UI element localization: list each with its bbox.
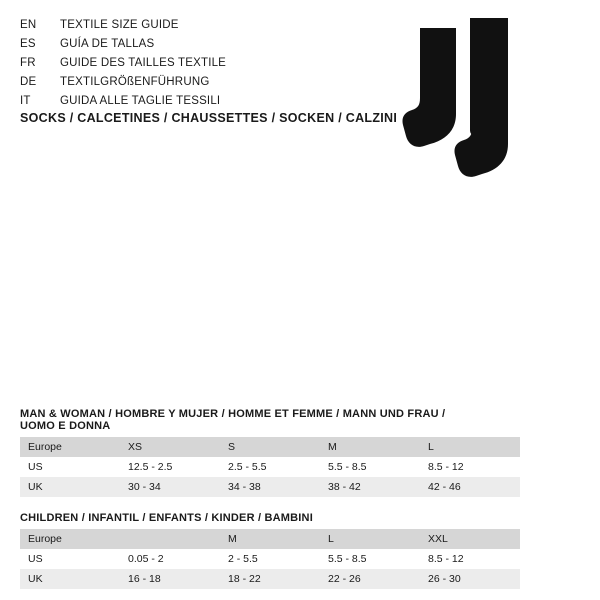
language-code: IT bbox=[20, 95, 31, 107]
language-row bbox=[20, 54, 380, 73]
table-header-cell bbox=[120, 529, 220, 549]
table-cell: 38 - 42 bbox=[320, 477, 420, 497]
table-cell: 0.05 - 2 bbox=[120, 549, 220, 569]
table-cell: 8.5 - 12 bbox=[420, 549, 520, 569]
table-cell: 42 - 46 bbox=[420, 477, 520, 497]
language-list bbox=[20, 16, 380, 111]
table-header-cell: S bbox=[220, 437, 320, 457]
language-code: DE bbox=[20, 76, 37, 88]
table-header-cell: L bbox=[320, 529, 420, 549]
man-woman-table-section bbox=[20, 408, 480, 497]
language-row bbox=[20, 92, 380, 111]
table-cell: 26 - 30 bbox=[420, 569, 520, 589]
table-row bbox=[20, 457, 520, 477]
table-cell: 12.5 - 2.5 bbox=[120, 457, 220, 477]
language-title: GUIDE DES TAILLES TEXTILE bbox=[60, 57, 227, 69]
language-title: TEXTILGRÖßENFÜHRUNG bbox=[60, 76, 210, 88]
table-cell: US bbox=[20, 457, 120, 477]
man-woman-size-table bbox=[20, 437, 520, 497]
table-cell: UK bbox=[20, 569, 120, 589]
language-title: GUIDA ALLE TAGLIE TESSILI bbox=[60, 95, 221, 107]
table-row bbox=[20, 569, 520, 589]
table-cell: US bbox=[20, 549, 120, 569]
table-cell: 18 - 22 bbox=[220, 569, 320, 589]
table-cell: 22 - 26 bbox=[320, 569, 420, 589]
language-title: TEXTILE SIZE GUIDE bbox=[60, 19, 179, 31]
table-header-cell: L bbox=[420, 437, 520, 457]
children-table-title: CHILDREN / INFANTIL / ENFANTS / KINDER / BAMBINI bbox=[20, 512, 313, 524]
language-code: EN bbox=[20, 19, 37, 31]
table-header-row bbox=[20, 437, 520, 457]
language-title: GUÍA DE TALLAS bbox=[60, 38, 155, 50]
table-header-cell: XXL bbox=[420, 529, 520, 549]
table-header-cell: M bbox=[320, 437, 420, 457]
table-header-cell: Europe bbox=[20, 437, 120, 457]
table-cell: 2.5 - 5.5 bbox=[220, 457, 320, 477]
product-category-line: SOCKS / CALCETINES / CHAUSSETTES / SOCKEN / CALZINI bbox=[20, 111, 398, 125]
table-cell: 2 - 5.5 bbox=[220, 549, 320, 569]
table-header-cell: M bbox=[220, 529, 320, 549]
language-row bbox=[20, 73, 380, 92]
man-woman-table-title: MAN & WOMAN / HOMBRE Y MUJER / HOMME ET FEMME / MANN UND FRAU / UOMO E DONNA bbox=[20, 408, 446, 432]
table-header-cell: Europe bbox=[20, 529, 120, 549]
table-row bbox=[20, 477, 520, 497]
table-cell: 16 - 18 bbox=[120, 569, 220, 589]
table-cell: 5.5 - 8.5 bbox=[320, 457, 420, 477]
table-cell: 30 - 34 bbox=[120, 477, 220, 497]
children-table-section bbox=[20, 512, 480, 589]
table-header-row bbox=[20, 529, 520, 549]
table-cell: 5.5 - 8.5 bbox=[320, 549, 420, 569]
language-row bbox=[20, 35, 380, 54]
language-code: ES bbox=[20, 38, 36, 50]
language-row bbox=[20, 16, 380, 35]
table-header-cell: XS bbox=[120, 437, 220, 457]
children-size-table bbox=[20, 529, 520, 589]
socks-illustration bbox=[400, 18, 580, 178]
language-code: FR bbox=[20, 57, 36, 69]
table-cell: UK bbox=[20, 477, 120, 497]
table-cell: 8.5 - 12 bbox=[420, 457, 520, 477]
table-row bbox=[20, 549, 520, 569]
table-cell: 34 - 38 bbox=[220, 477, 320, 497]
